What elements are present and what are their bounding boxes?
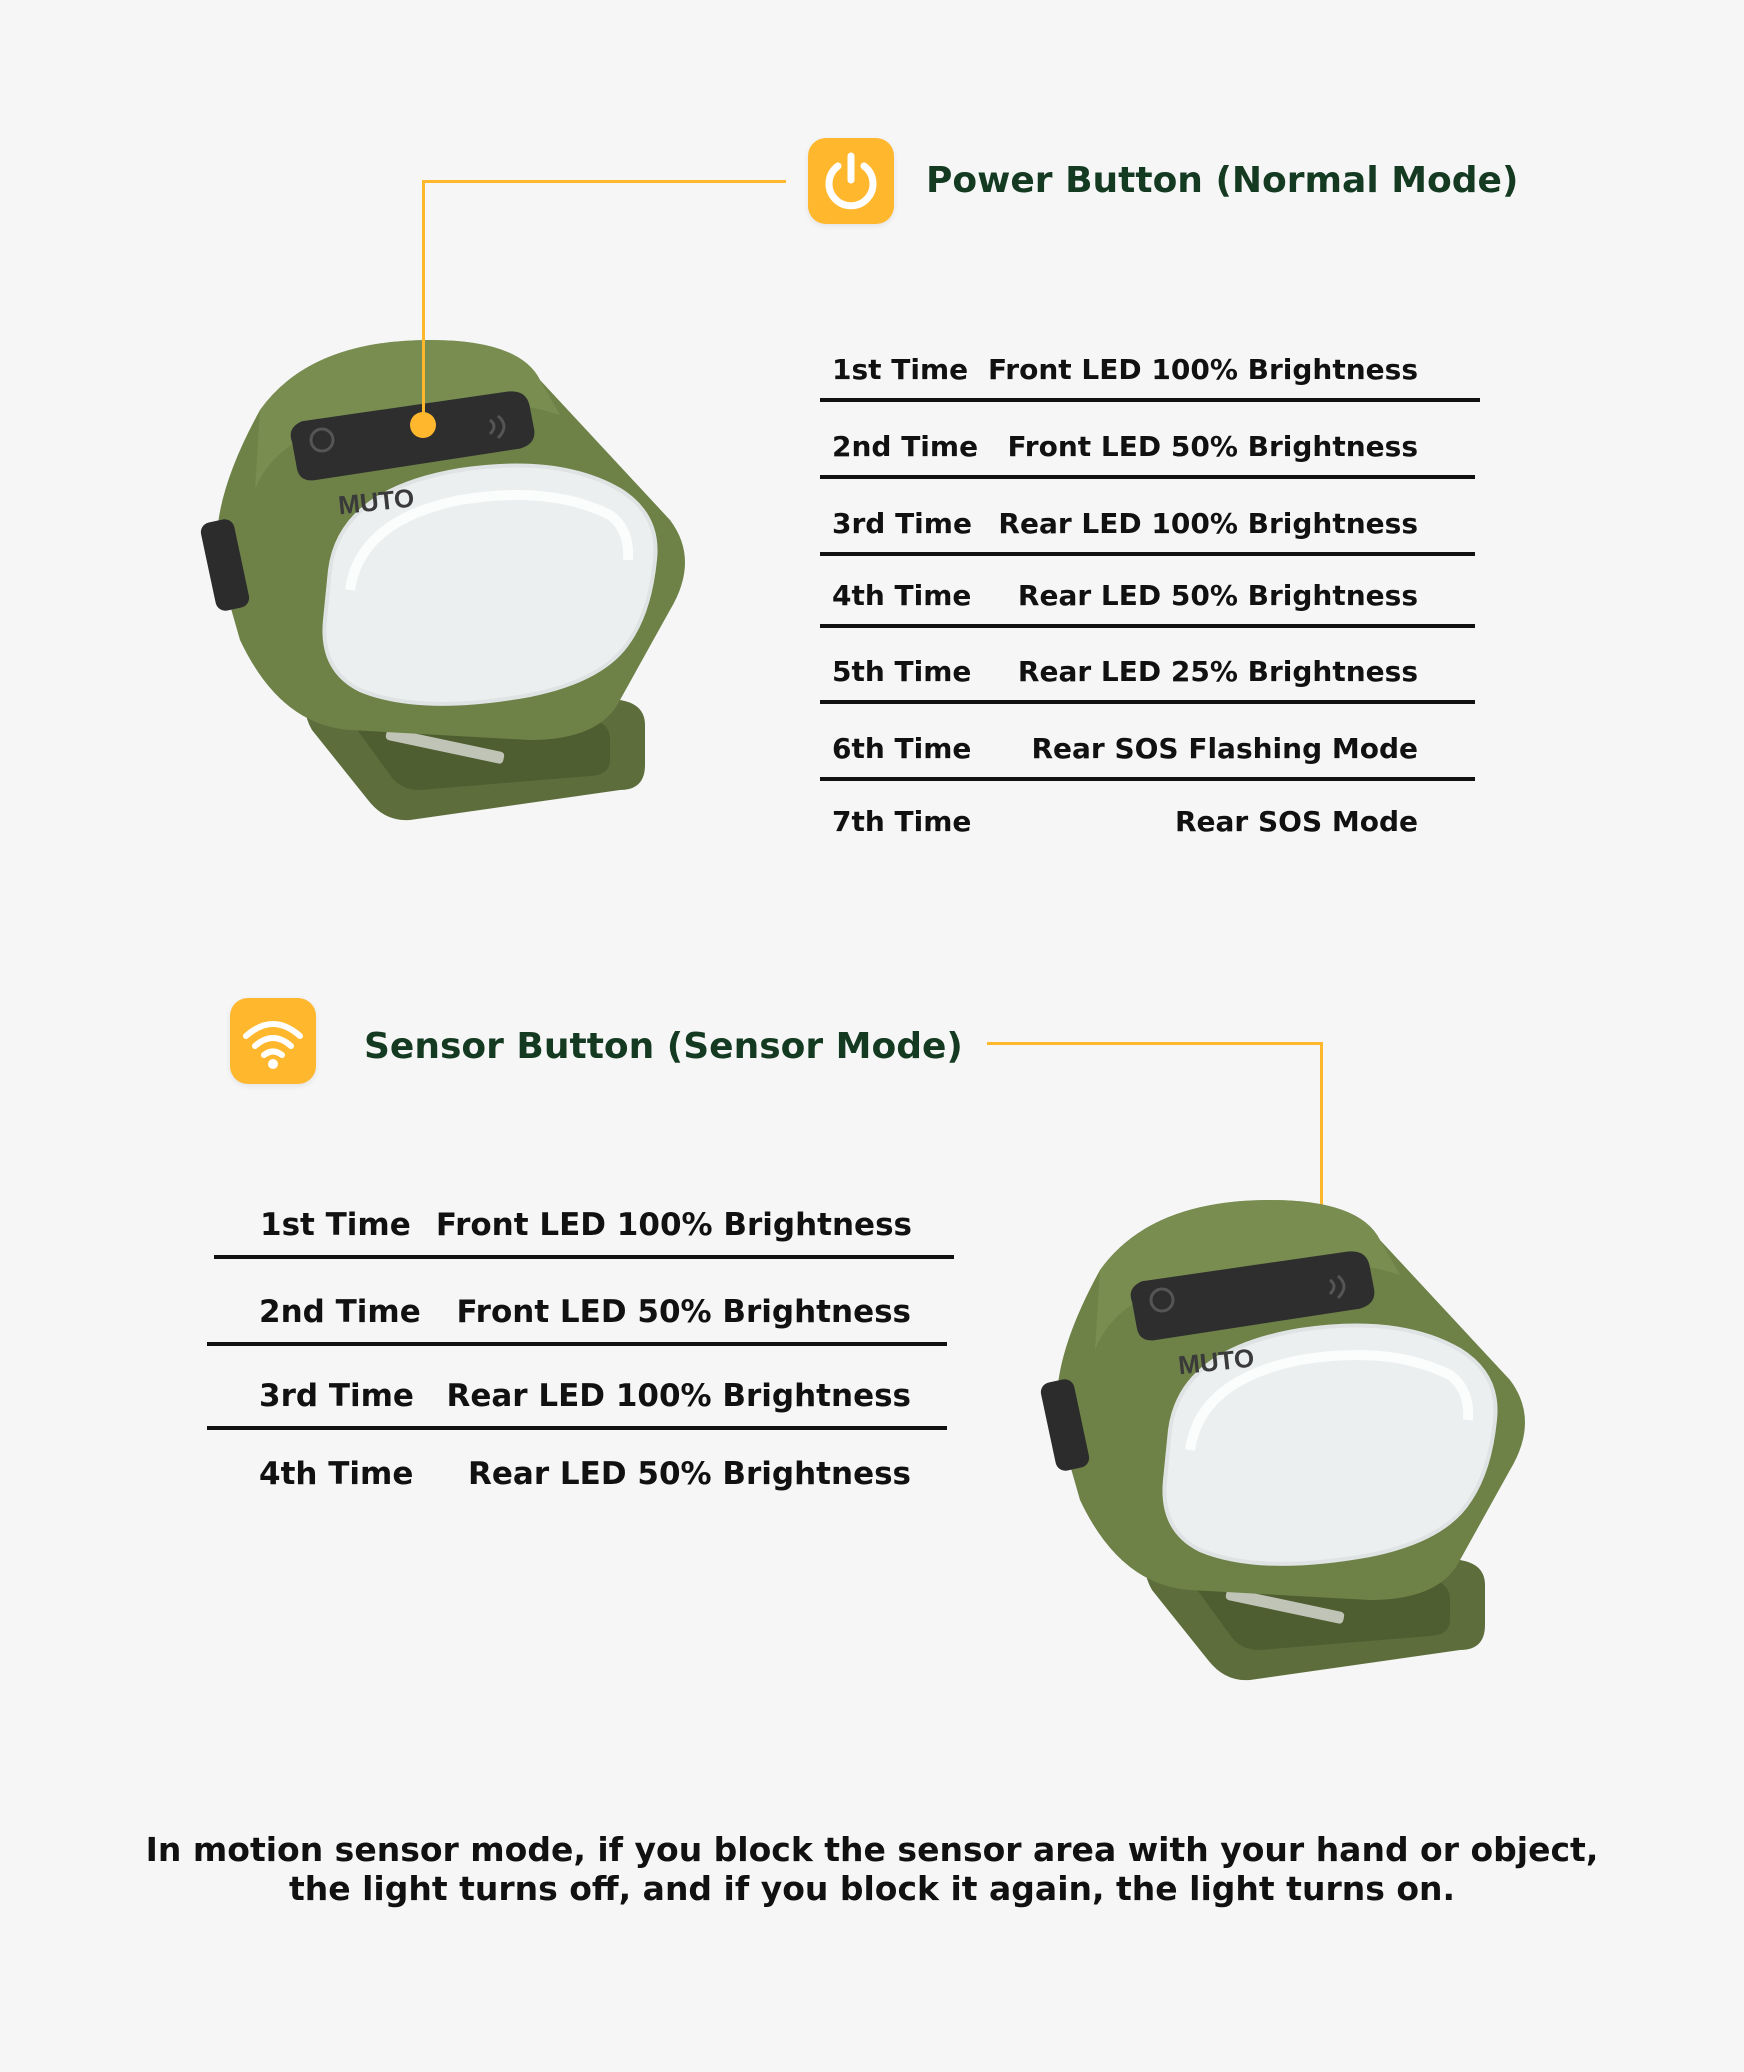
mode-description: Rear LED 100% Brightness [446,1378,911,1414]
pointer-line-sensor-horizontal [987,1042,1323,1045]
press-count: 7th Time [832,805,972,838]
brand-logo: MUTO [336,482,416,521]
brand-logo: MUTO [1176,1342,1256,1381]
footer-note [0,1830,1744,1908]
sensor-section-title: Sensor Button (Sensor Mode) [364,1026,963,1067]
table-row [207,1434,947,1504]
power-icon [808,138,894,224]
mode-description: Front LED 50% Brightness [1007,430,1418,463]
press-count: 4th Time [259,1456,414,1492]
mode-description: Front LED 50% Brightness [456,1294,911,1330]
wifi-sensor-icon [230,998,316,1084]
table-row [820,554,1475,628]
table-row [207,1356,947,1430]
device-illustration-power [200,320,690,840]
mode-description: Rear LED 100% Brightness [998,507,1418,540]
table-row [214,1185,954,1259]
table-row [820,328,1480,402]
table-row [820,780,1475,850]
press-count: 2nd Time [832,430,979,463]
mode-description: Rear LED 50% Brightness [468,1456,911,1492]
press-count: 1st Time [260,1207,411,1243]
press-count: 6th Time [832,732,972,765]
pointer-dot-power [410,412,436,438]
press-count: 4th Time [832,579,972,612]
footer-line-1: In motion sensor mode, if you block the sensor area with your hand or object, [145,1830,1599,1869]
table-row [207,1272,947,1346]
mode-description: Rear SOS Mode [1174,805,1418,838]
footer-line-2: the light turns off, and if you block it again, the light turns on. [288,1869,1456,1908]
press-count: 5th Time [832,655,972,688]
mode-description: Front LED 100% Brightness [435,1207,912,1243]
press-count: 3rd Time [832,507,972,540]
table-row [820,482,1475,556]
mode-description: Rear SOS Flashing Mode [1031,732,1418,765]
table-row [820,707,1475,781]
press-count: 3rd Time [259,1378,414,1414]
table-row [820,405,1475,479]
press-count: 2nd Time [259,1294,421,1330]
pointer-line-power-horizontal [422,180,786,183]
power-section-title: Power Button (Normal Mode) [926,160,1519,201]
mode-description: Rear LED 25% Brightness [1017,655,1418,688]
pointer-line-power-vertical [422,180,425,420]
mode-description: Front LED 100% Brightness [987,353,1418,386]
press-count: 1st Time [832,353,969,386]
mode-description: Rear LED 50% Brightness [1017,579,1418,612]
device-illustration-sensor [1040,1180,1530,1700]
table-row [820,630,1475,704]
